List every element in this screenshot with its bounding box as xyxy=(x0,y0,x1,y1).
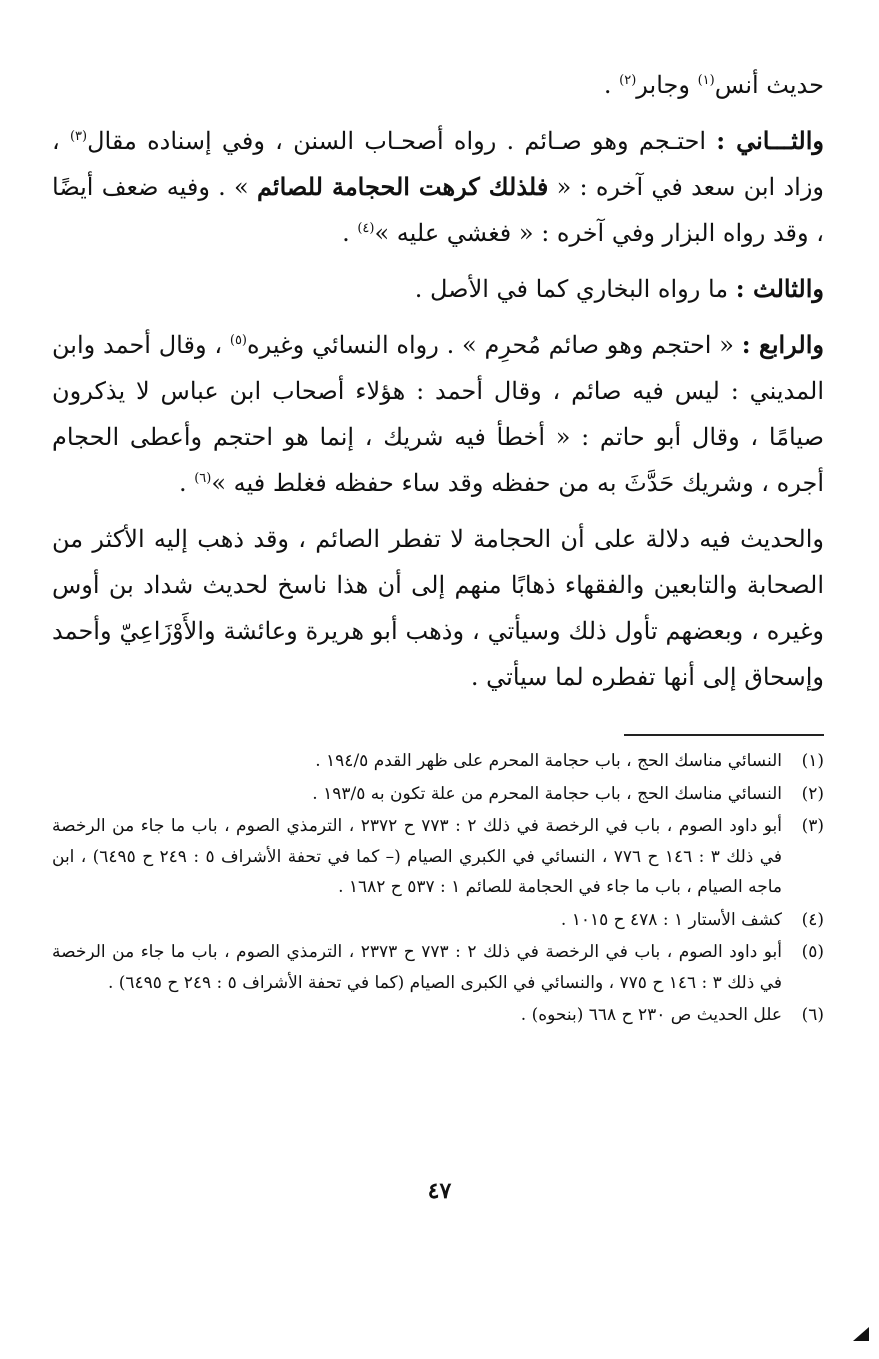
footnote-3 xyxy=(52,811,824,903)
paragraph-intro xyxy=(52,62,824,108)
footnote-5 xyxy=(52,937,824,998)
text-run: احتـجم وهو صـائم . رواه أصحـاب السنن ، وفي إسناده مقال xyxy=(87,127,717,155)
text-run: . xyxy=(342,219,358,247)
footnote-text: كشف الأستار ١ : ٤٧٨ ح ١٠١٥ . xyxy=(560,909,782,930)
text-run: ، وزاد ابن سعد في آخره : « xyxy=(52,127,824,201)
footnote-2 xyxy=(52,779,824,810)
paragraph-third xyxy=(52,266,824,312)
paragraph-fourth xyxy=(52,322,824,506)
footnotes xyxy=(52,746,824,1033)
footnote-4 xyxy=(52,905,824,936)
text-run: . xyxy=(603,71,620,99)
paragraph-second xyxy=(52,118,824,256)
footnote-separator xyxy=(624,734,824,736)
footnote-number: (٥) xyxy=(801,942,824,962)
footnote-ref[interactable]: (٦) xyxy=(194,471,212,486)
footnote-ref[interactable]: (٥) xyxy=(229,333,247,348)
footnote-1 xyxy=(52,746,824,777)
footnote-text: النسائي مناسك الحج ، باب حجامة المحرم على ظهر القدم ١٩٤/٥ . xyxy=(315,751,782,771)
footnote-number: (١) xyxy=(801,751,824,771)
text-run: » . وفيه ضعف أيضًا ، وقد رواه البزار وفي آخره : « فغشي عليه » xyxy=(52,173,824,247)
footnote-number: (٣) xyxy=(801,816,824,836)
footnote-number: (٤) xyxy=(801,909,824,930)
footnote-text: علل الحديث ص ٢٣٠ ح ٦٦٨ (بنحوه) . xyxy=(520,1005,782,1025)
text-run: ، وقال أحمد وابن المديني : ليس فيه صائم ، وقال أحمد : هؤلاء أصحاب ابن عباس لا يذكرون صيامًا ، وقال أبو حاتم : « أخطأ فيه شريك ، إنما هو احتجم وأعطى الحجام أجره ، وشريك حَدَّثَ به من حفظه وقد ساء حفظه فغلط فيه » xyxy=(52,331,824,497)
paragraph-label: والثالث : xyxy=(735,274,824,303)
paragraph-conclusion: والحديث فيه دلالة على أن الحجامة لا تفطر الصائم ، وقد ذهب إليه الأكثر من الصحابة والتابعين والفقهاء ذهابًا منهم إلى أن هذا ناسخ لحديث شداد بن أوس وغيره ، وبعضهم تأول ذلك وسيأتي ، وذهب أبو هريرة وعائشة والأَوْزَاعِيّ وأحمد وإسحاق إلى أنها تفطره لما سيأتي . xyxy=(52,525,824,691)
text-run: ما رواه البخاري كما في الأصل . xyxy=(414,275,736,303)
footnote-text: النسائي مناسك الحج ، باب حجامة المحرم من علة تكون به ١٩٣/٥ . xyxy=(312,783,782,804)
footnote-number: (٦) xyxy=(801,1005,824,1025)
footnote-number: (٢) xyxy=(801,783,824,804)
footnote-ref[interactable]: (٤) xyxy=(357,221,375,236)
footnote-ref[interactable]: (٢) xyxy=(619,73,637,88)
text-run: . xyxy=(178,469,195,497)
page-corner-mark xyxy=(853,1327,869,1341)
paragraph-label: والثـــاني : xyxy=(716,126,824,155)
text-run: وجابر xyxy=(636,71,698,99)
text-run: « احتجم وهو صائم مُحرِم » . رواه النسائي وغيره xyxy=(247,331,742,359)
footnote-text: أبو داود الصوم ، باب في الرخصة في ذلك ٢ : ٧٧٣ ح ٢٣٧٣ ، الترمذي الصوم ، باب ما جاء من الرخصة في ذلك ٣ : ١٤٦ ح ٧٧٥ ، والنسائي في الكبرى الصيام (كما في تحفة الأشراف ٥ : ٢٤٩ ح ٦٤٩٥) . xyxy=(52,942,783,993)
text-run: حديث أنس xyxy=(714,71,824,99)
footnote-ref[interactable]: (١) xyxy=(697,73,715,88)
footnote-text: أبو داود الصوم ، باب في الرخصة في ذلك ٢ : ٧٧٣ ح ٢٣٧٢ ، الترمذي الصوم ، باب ما جاء من الرخصة في ذلك ٣ : ١٤٦ ح ٧٧٦ ، النسائي في الكبري الصيام (– كما في تحفة الأشراف ٥ : ٢٤٩ ح ٦٤٩٥) ، ابن ماجه الصيام ، باب ما جاء في الحجامة للصائم ١ : ٥٣٧ ح ١٦٨٢ . xyxy=(52,816,783,897)
footnote-6 xyxy=(52,1000,824,1031)
paragraph-label: والرابع : xyxy=(741,330,824,359)
footnote-ref[interactable]: (٣) xyxy=(69,129,88,144)
bold-quote: فلذلك كرهت الحجامة للصائم xyxy=(256,172,549,201)
main-text xyxy=(52,62,824,710)
page-number: ٤٧ xyxy=(427,1178,452,1204)
